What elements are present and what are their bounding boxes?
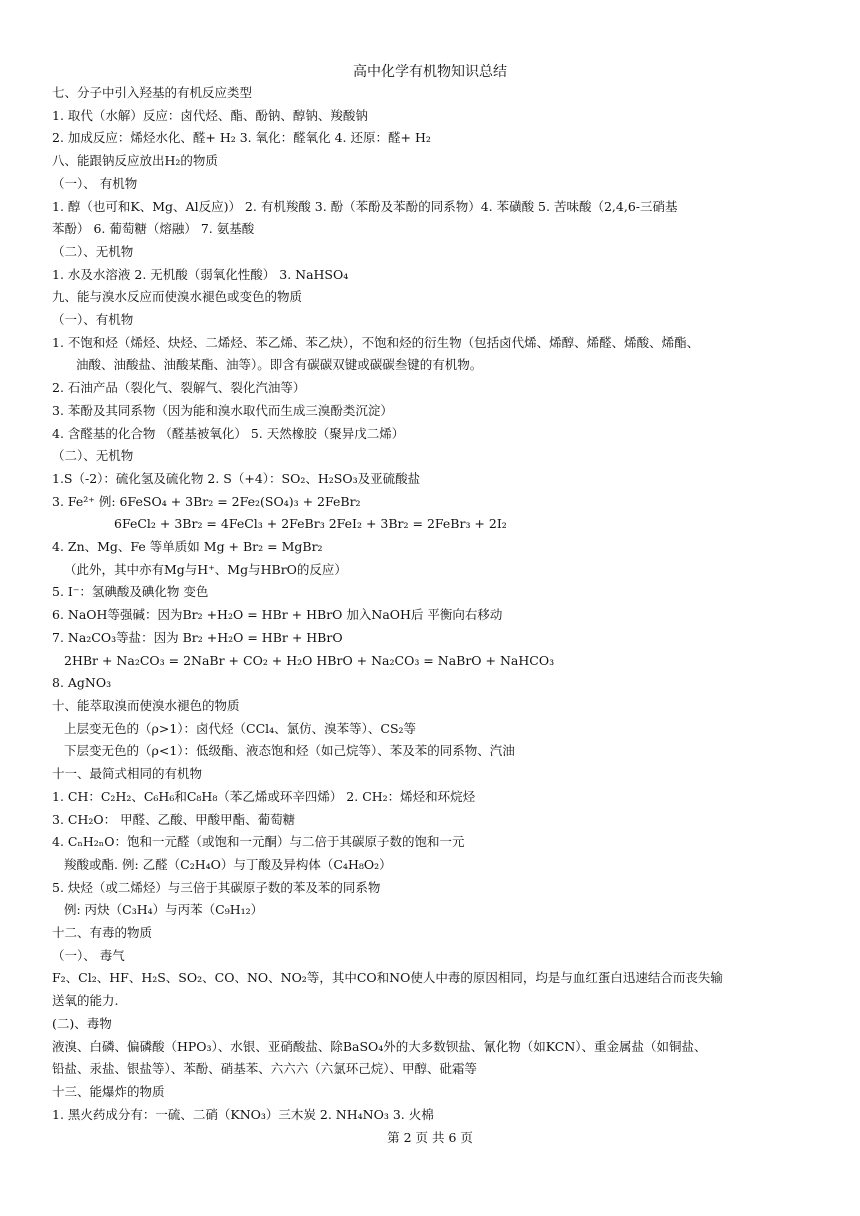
- text-line: （一）、 有机物: [52, 175, 138, 191]
- text-line: （此外，其中亦有Mg与H⁺、Mg与HBrO的反应）: [64, 561, 347, 577]
- text-line: 七、分子中引入羟基的有机反应类型: [52, 85, 253, 100]
- text-line: （二）、无机物: [52, 243, 134, 259]
- text-line: （二）、无机物: [52, 448, 134, 464]
- text-line: 1. CH：C₂H₂、C₆H₆和C₈H₈（苯乙烯或环辛四烯） 2. CH₂：烯烃和环烷烃: [52, 788, 476, 804]
- text-line: （一）、 毒气: [52, 947, 125, 963]
- text-line: 八、能跟钠反应放出H₂的物质: [52, 153, 218, 169]
- text-line: 十、能萃取溴而使溴水褪色的物质: [52, 697, 240, 713]
- text-line: (二)、毒物: [52, 1015, 112, 1031]
- text-line: 5. I⁻：氢碘酸及碘化物 变色: [52, 584, 209, 600]
- text-line: 铅盐、汞盐、银盐等）、苯酚、硝基苯、六六六（六氯环己烷）、甲醇、砒霜等: [52, 1061, 478, 1077]
- document-title: 高中化学有机物知识总结: [353, 64, 507, 80]
- text-line: 6. NaOH等强碱：因为Br₂ +H₂O = HBr + HBrO 加入NaOH后 平衡向右移动: [52, 607, 503, 623]
- text-line: 2. 石油产品（裂化气、裂解气、裂化汽油等）: [52, 380, 306, 396]
- text-line: 1. 不饱和烃（烯烃、炔烃、二烯烃、苯乙烯、苯乙炔），不饱和烃的衍生物（包括卤代烯、烯醇、烯醛、烯酸、烯酯、: [52, 334, 700, 350]
- text-line: 4. Zn、Mg、Fe 等单质如 Mg + Br₂ = MgBr₂: [52, 539, 323, 555]
- text-line: 1. 醇（也可和K、Mg、Al反应)） 2. 有机羧酸 3. 酚（苯酚及苯酚的同系物）4. 苯磺酸 5. 苦味酸（2,4,6-三硝基: [52, 198, 678, 214]
- text-line: 7. Na₂CO₃等盐：因为 Br₂ +H₂O = HBr + HBrO: [52, 629, 343, 645]
- text-line: 4. 含醛基的化合物 （醛基被氧化） 5. 天然橡胶（聚异戊二烯）: [52, 425, 405, 441]
- text-line: 送氧的能力.: [52, 993, 119, 1009]
- text-line: 1.S（-2）：硫化氢及硫化物 2. S（+4）：SO₂、H₂SO₃及亚硫酸盐: [52, 470, 421, 486]
- text-line: 1. 水及水溶液 2. 无机酸（弱氧化性酸） 3. NaHSO₄: [52, 266, 349, 282]
- text-line: （一）、有机物: [52, 312, 134, 328]
- text-line: 油酸、油酸盐、油酸某酯、油等）。即含有碳碳双键或碳碳叁键的有机物。: [76, 357, 483, 373]
- text-line: 2HBr + Na₂CO₃ = 2NaBr + CO₂ + H₂O HBrO + Na₂CO₃ = NaBrO + NaHCO₃: [64, 652, 555, 668]
- text-line: 3. CH₂O： 甲醛、乙酸、甲酸甲酯、葡萄糖: [52, 811, 296, 827]
- text-line: 4. CₙH₂ₙO：饱和一元醛（或饱和一元酮）与二倍于其碳原子数的饱和一元: [52, 834, 465, 850]
- text-line: 1. 取代（水解）反应：卤代烃、酯、酚钠、醇钠、羧酸钠: [52, 107, 368, 123]
- text-line: 5. 炔烃（或二烯烃）与三倍于其碳原子数的苯及苯的同系物: [52, 879, 381, 895]
- text-line: 液溴、白磷、偏磷酸（HPO₃）、水银、亚硝酸盐、除BaSO₄外的大多数钡盐、氰化物（如KCN）、重金属盐（如铜盐、: [52, 1038, 707, 1054]
- text-line: 十三、能爆炸的物质: [52, 1083, 165, 1099]
- text-line: 3. 苯酚及其同系物（因为能和溴水取代而生成三溴酚类沉淀）: [52, 402, 393, 418]
- text-line: 十一、最简式相同的有机物: [52, 766, 203, 782]
- text-line: 例: 丙炔（C₃H₄）与丙苯（C₉H₁₂）: [64, 902, 264, 918]
- text-line: 十二、有毒的物质: [52, 925, 153, 941]
- text-line: F₂、Cl₂、HF、H₂S、SO₂、CO、NO、NO₂等，其中CO和NO使人中毒的原因相同，均是与血红蛋白迅速结合而丧失输: [52, 970, 723, 986]
- text-line: 苯酚） 6. 葡萄糖（熔融） 7. 氨基酸: [52, 221, 255, 237]
- page-footer: 第 2 页 共 6 页: [387, 1130, 473, 1145]
- text-line: 九、能与溴水反应而使溴水褪色或变色的物质: [52, 289, 303, 305]
- text-line: 8. AgNO₃: [52, 675, 112, 691]
- text-line: 6FeCl₂ + 3Br₂ = 4FeCl₃ + 2FeBr₃ 2FeI₂ + 3Br₂ = 2FeBr₃ + 2I₂: [114, 516, 507, 532]
- text-line: 下层变无色的（ρ<1）：低级酯、液态饱和烃（如己烷等）、苯及苯的同系物、汽油: [64, 743, 515, 759]
- text-line: 1. 黑火药成分有：一硫、二硝（KNO₃）三木炭 2. NH₄NO₃ 3. 火棉: [52, 1106, 434, 1122]
- text-line: 上层变无色的（ρ>1）：卤代烃（CCl₄、氯仿、溴苯等）、CS₂等: [64, 720, 417, 736]
- text-line: 3. Fe²⁺ 例: 6FeSO₄ + 3Br₂ = 2Fe₂(SO₄)₃ + 2FeBr₂: [52, 493, 361, 509]
- text-line: 羧酸或酯. 例: 乙醛（C₂H₄O）与丁酸及异构体（C₄H₈O₂）: [64, 856, 392, 872]
- text-line: 2. 加成反应：烯烃水化、醛+ H₂ 3. 氧化：醛氧化 4. 还原：醛+ H₂: [52, 130, 431, 146]
- document-body: [52, 82, 752, 1126]
